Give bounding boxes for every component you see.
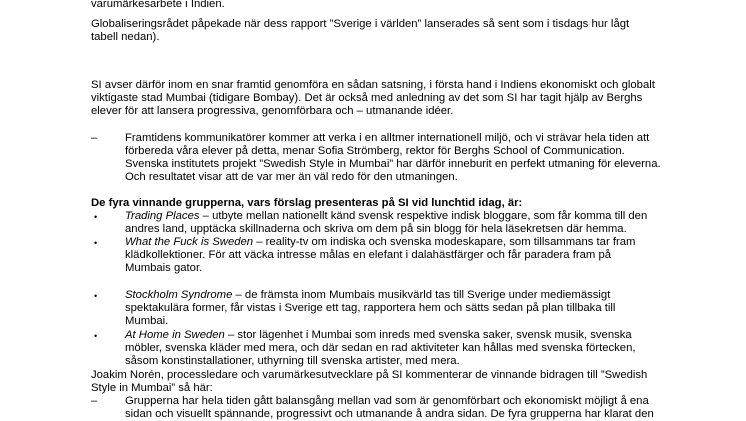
list-item-at-home-in-sweden: At Home in Sweden – stor lägenhet i Mumbai som inreds med svenska saker, svensk musik, svenska möbler, svenska kläder med mera, och där sedan en rad aktiviteter kan hållas med svenska förtecken, såsom konstinstallationer, uthyrning till svenska artister, med mera. — [125, 329, 636, 367]
text-line: förbereda våra elever på detta, menar Sofia Strömberg, rektor för Berghs School of Communication. — [125, 145, 625, 157]
section-heading: De fyra vinnande grupperna, vars förslag presenteras på SI vid lunchtid idag, är: — [91, 197, 523, 209]
bullet-dot: • — [94, 212, 98, 222]
bullet-dot: • — [94, 331, 98, 341]
text-line: Svenska institutets projekt ”Swedish Style in Mumbai” har därför inneburit en perfekt utmaning för eleverna. — [125, 158, 661, 170]
text-line: varumärkesarbete i Indien. — [91, 0, 225, 10]
dash-bullet: – — [91, 395, 98, 407]
text-line: sidan och visuellt spännande, progressivt och utmanande å andra sidan. De fyra grupperna har klarat den — [125, 408, 654, 420]
text-line: Grupperna har hela tiden gått balansgång mellan vad som är genomförbart och ekonomiskt möjligt å ena — [125, 395, 649, 407]
list-item-stockholm-syndrome: Stockholm Syndrome – de främsta inom Mumbais musikvärld tas till Sverige under mediemässigt spektakulära former, får vistas i Sverige ett tag, rapportera hem och sätts sedan på plan tillbaka till Mumbai. — [125, 289, 616, 327]
text-line: tabell nedan). — [91, 31, 160, 43]
text-line: Framtidens kommunikatörer kommer att verka i en alltmer internationell miljö, och vi strävar hela tiden att — [125, 132, 650, 144]
bullet-dot: • — [94, 291, 98, 301]
paragraph-bergh-quote — [125, 132, 695, 184]
text-line: Globaliseringsrådet påpekade när dess rapport ”Sverige i världen” lanserades så sent som i tisdags hur lågt — [91, 18, 630, 30]
list-item-trading-places: Trading Places – utbyte mellan nationellt känd svensk respektive indisk bloggare, som får komma till den andres land, upptäcka skillnaderna och skriva om dem på sin blogg för hela läsekretsen där hemma. — [125, 210, 648, 235]
paragraph-si-avser — [91, 79, 687, 118]
paragraph-globalisering — [91, 18, 687, 44]
paragraph-intro — [91, 0, 687, 11]
text-line: viktigaste stad Mumbai (tidigare Bombay). Det är också med anledning av det som SI har tagit hjälp av Berghs — [91, 92, 643, 104]
text-line: elever för att lansera progressiva, genomförbara och – utmanande idéer. — [91, 105, 454, 117]
text-line: Style in Mumbai” så här: — [91, 382, 213, 394]
text-line: Joakim Norén, processledare och varumärkesutvecklare på SI kommenterar de vinnande bidragen till ”Swedish — [91, 369, 648, 381]
list-item-what-the-fuck: What the Fuck is Sweden – reality-tv om indiska och svenska modeskapare, som tillsammans tar fram klädkollektioner. För att väcka intresse målas en elefant i dalahästfärger och får paradera fram på Mumbais gator. — [125, 236, 636, 274]
paragraph-gruppernas-arbete — [125, 395, 695, 421]
paragraph-joakim — [91, 369, 687, 395]
dash-bullet: – — [91, 132, 98, 144]
text-line: SI avser därför inom en snar framtid genomföra en sådan satsning, i första hand i Indiens ekonomiskt och globalt — [91, 79, 655, 91]
text-line: Och resultatet visar att de var mer än väl redo för den utmaningen. — [125, 171, 458, 183]
bullet-dot: • — [94, 238, 98, 248]
